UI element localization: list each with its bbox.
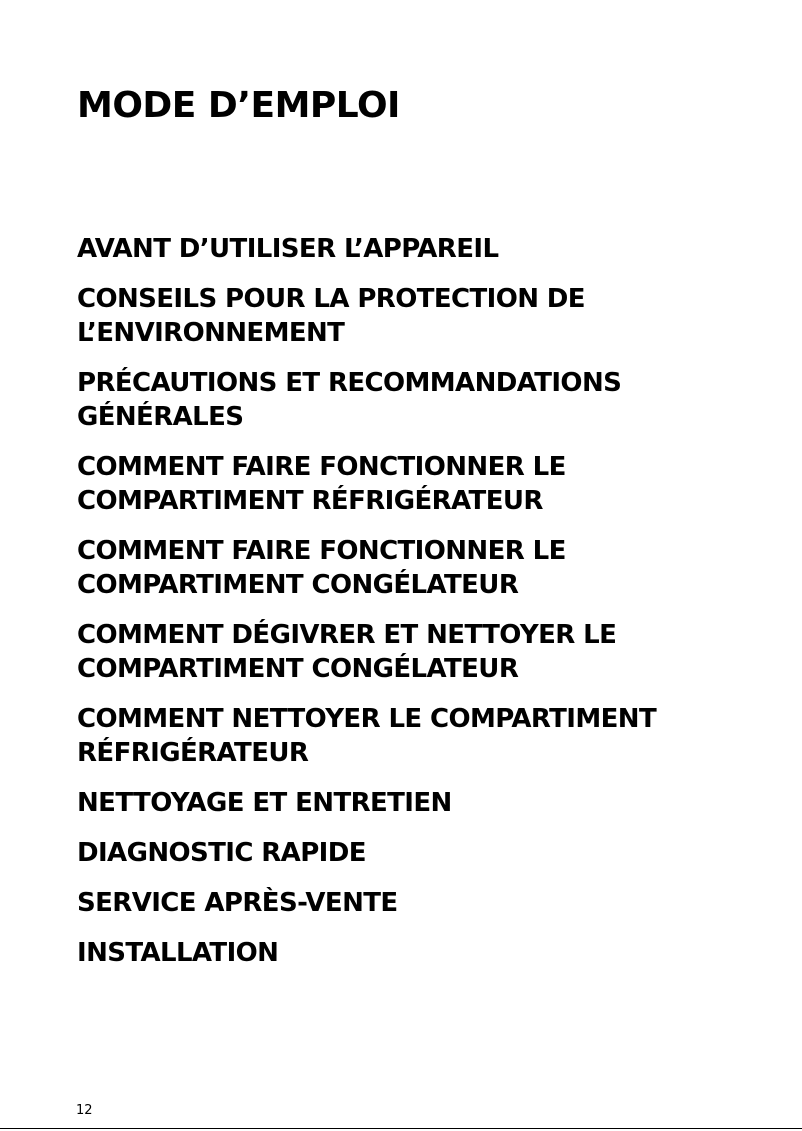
- toc-item-line: COMMENT FAIRE FONCTIONNER LE: [77, 452, 566, 482]
- page-title: MODE D’EMPLOI: [77, 85, 400, 126]
- toc-item-nettoyer-refrigerateur[interactable]: [77, 702, 737, 770]
- toc-item-fonctionner-refrigerateur[interactable]: [77, 450, 737, 518]
- page-number: 12: [76, 1103, 93, 1118]
- toc-item-diagnostic-rapide[interactable]: [77, 836, 737, 870]
- toc-item-line: COMMENT FAIRE FONCTIONNER LE: [77, 536, 566, 566]
- toc-item-line: GÉNÉRALES: [77, 402, 244, 432]
- toc-item-line: NETTOYAGE ET ENTRETIEN: [77, 788, 452, 818]
- toc-item-line: DIAGNOSTIC RAPIDE: [77, 838, 366, 868]
- toc-item-installation[interactable]: [77, 936, 737, 970]
- toc-item-service-apres-vente[interactable]: [77, 886, 737, 920]
- toc-item-line: CONSEILS POUR LA PROTECTION DE: [77, 284, 585, 314]
- toc-item-precautions[interactable]: [77, 366, 737, 434]
- toc-item-degivrer-congelateur[interactable]: [77, 618, 737, 686]
- table-of-contents: [77, 232, 737, 986]
- toc-item-fonctionner-congelateur[interactable]: [77, 534, 737, 602]
- toc-item-line: COMPARTIMENT CONGÉLATEUR: [77, 654, 519, 684]
- toc-item-line: COMMENT NETTOYER LE COMPARTIMENT: [77, 704, 657, 734]
- toc-item-nettoyage-entretien[interactable]: [77, 786, 737, 820]
- toc-item-avant-utiliser[interactable]: [77, 232, 737, 266]
- toc-item-line: L’ENVIRONNEMENT: [77, 318, 345, 348]
- toc-item-line: RÉFRIGÉRATEUR: [77, 738, 309, 768]
- toc-item-line: AVANT D’UTILISER L’APPAREIL: [77, 234, 499, 264]
- toc-item-line: SERVICE APRÈS-VENTE: [77, 888, 398, 918]
- toc-item-line: PRÉCAUTIONS ET RECOMMANDATIONS: [77, 368, 622, 398]
- toc-item-line: INSTALLATION: [77, 938, 279, 968]
- toc-item-line: COMPARTIMENT CONGÉLATEUR: [77, 570, 519, 600]
- toc-item-line: COMMENT DÉGIVRER ET NETTOYER LE: [77, 620, 617, 650]
- bottom-rule: [0, 1128, 802, 1129]
- toc-item-line: COMPARTIMENT RÉFRIGÉRATEUR: [77, 486, 543, 516]
- toc-item-conseils-environnement[interactable]: [77, 282, 737, 350]
